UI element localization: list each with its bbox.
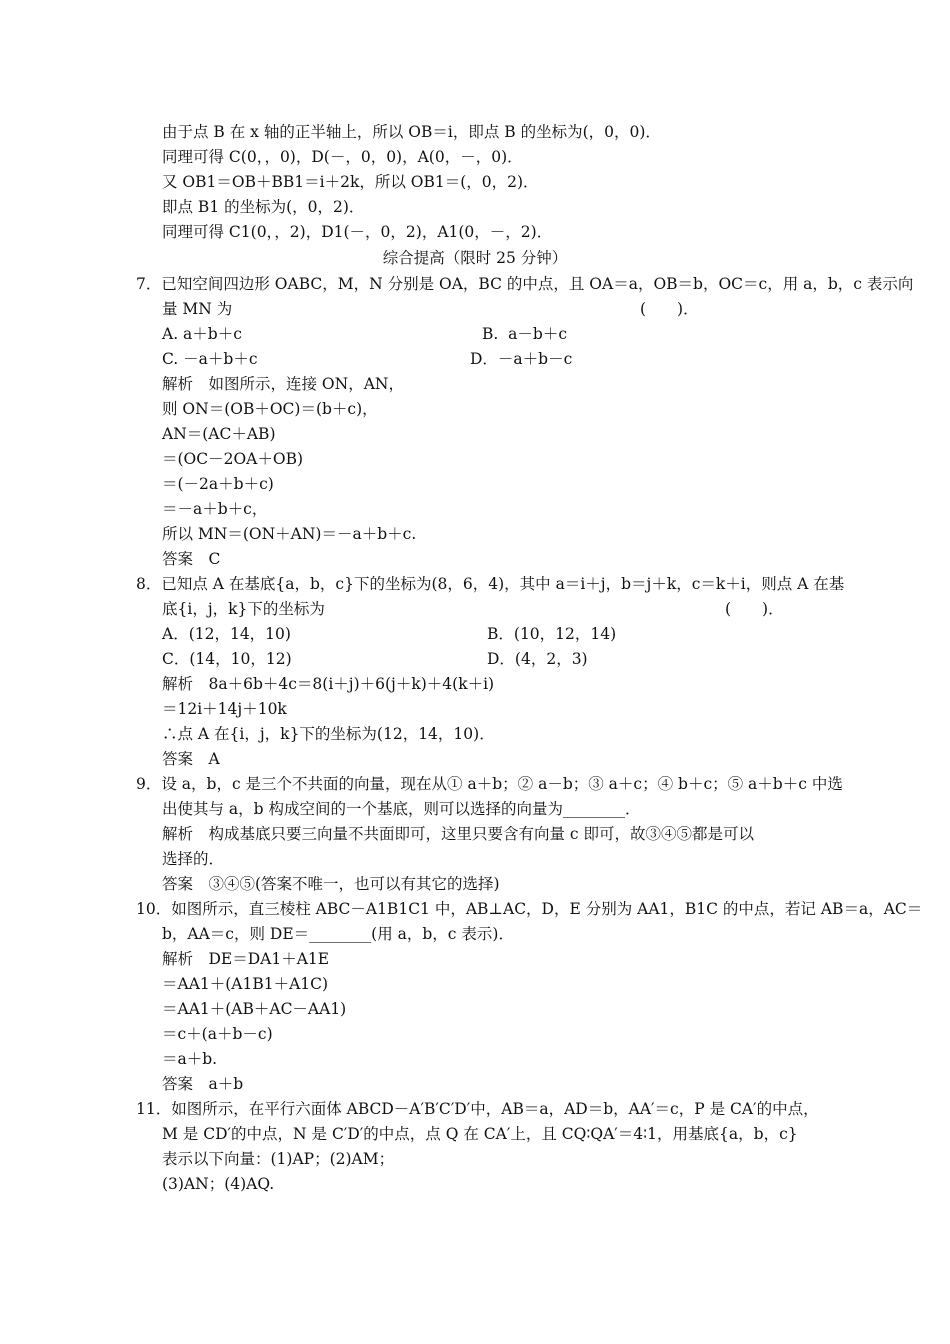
q10-answer: 答案 a＋b xyxy=(162,1075,244,1093)
q8-analysis-2: ＝12i＋14j＋10k xyxy=(162,700,287,718)
q10-stem-line2: b，AA＝c，则 DE＝________(用 a，b，c 表示)． xyxy=(162,925,514,943)
q8-answer-bracket: ( )． xyxy=(725,600,784,618)
q10-analysis-5: ＝a＋b. xyxy=(162,1050,218,1068)
q7-analysis-5: ＝(－2a＋b＋c) xyxy=(162,475,274,493)
q10-analysis-3: ＝AA1＋(AB＋AC－AA1) xyxy=(162,1000,347,1018)
q7-option-b: B. a－b＋c xyxy=(482,325,568,343)
q8-answer: 答案 A xyxy=(162,750,220,768)
q8-stem-line1: 8．已知点 A 在基底{a，b，c}下的坐标为(8，6，4)，其中 a＝i＋j，b＝j＋k，c＝k＋i，则点 A 在基 xyxy=(136,575,845,593)
line-ob1-sum: 又 OB1＝OB＋BB1＝i＋2k，所以 OB1＝(，0，2)． xyxy=(162,173,539,191)
q7-option-d: D．－a＋b－c xyxy=(470,350,573,368)
q11-stem-line2: M 是 CD′的中点，N 是 C′D′的中点，点 Q 在 CA′上，且 CQ∶QA′＝4∶1，用基底{a，b，c} xyxy=(162,1125,798,1143)
q7-analysis-6: ＝－a＋b＋c， xyxy=(162,500,268,518)
q10-analysis-1: 解析 DE＝DA1＋A1E xyxy=(162,950,330,968)
q7-answer-bracket: ( )． xyxy=(640,300,699,318)
q10-stem-line1: 10．如图所示，直三棱柱 ABC－A1B1C1 中，AB⊥AC，D，E 分别为 AA1，B1C 的中点，若记 AB＝a，AC＝ xyxy=(136,900,923,918)
q11-stem-line4: (3)AN；(4)AQ. xyxy=(162,1175,275,1193)
q7-analysis-7: 所以 MN＝(ON＋AN)＝－a＋b＋c. xyxy=(162,525,417,543)
q7-stem-line2: 量 MN 为 xyxy=(162,300,233,318)
q7-answer: 答案 C xyxy=(162,550,221,568)
q11-stem-line1: 11．如图所示，在平行六面体 ABCD－A′B′C′D′中，AB＝a，AD＝b，AA′＝c，P 是 CA′的中点， xyxy=(136,1100,819,1118)
q9-stem-line2: 出使其与 a，b 构成空间的一个基底，则可以选择的向量为________． xyxy=(162,800,641,818)
q7-stem-line1: 7．已知空间四边形 OABC，M，N 分别是 OA，BC 的中点，且 OA＝a，OB＝b，OC＝c，用 a，b，c 表示向 xyxy=(136,275,914,293)
q9-answer: 答案 ③④⑤(答案不唯一，也可以有其它的选择) xyxy=(162,875,500,893)
q7-analysis-2: 则 ON＝(OB＋OC)＝(b＋c)， xyxy=(162,400,378,418)
q9-analysis-2: 选择的． xyxy=(162,850,225,868)
q10-analysis-4: ＝c＋(a＋b－c) xyxy=(162,1025,273,1043)
q10-analysis-2: ＝AA1＋(A1B1＋A1C) xyxy=(162,975,329,993)
q11-stem-line3: 表示以下向量：(1)AP；(2)AM； xyxy=(162,1150,395,1168)
q8-option-b: B．(10，12，14) xyxy=(487,625,617,643)
line-b1-coord: 即点 B1 的坐标为(，0，2)． xyxy=(162,198,365,216)
q7-option-a: A. a＋b＋c xyxy=(162,325,242,343)
q7-option-c: C. －a＋b＋c xyxy=(162,350,258,368)
q7-analysis-4: ＝(OC－2OA＋OB) xyxy=(162,450,304,468)
q8-analysis-1: 解析 8a＋6b＋4c＝8(i＋j)＋6(j＋k)＋4(k＋i) xyxy=(162,675,495,693)
line-c-d-a-coords: 同理可得 C(0，，0)，D(－，0，0)，A(0，－，0)． xyxy=(162,148,523,166)
q8-stem-line2: 底{i，j，k}下的坐标为 xyxy=(162,600,325,618)
q8-option-d: D．(4，2，3) xyxy=(487,650,588,668)
section-heading: 综合提高（限时 25 分钟） xyxy=(382,249,568,267)
q9-stem-line1: 9．设 a，b，c 是三个不共面的向量，现在从① a＋b；② a－b；③ a＋c；④ b＋c；⑤ a＋b＋c 中选 xyxy=(136,775,843,793)
q9-analysis-1: 解析 构成基底只要三向量不共面即可，这里只要含有向量 c 即可，故③④⑤都是可以 xyxy=(162,825,755,843)
q8-option-a: A．(12，14，10) xyxy=(162,625,291,643)
q8-analysis-3: ∴点 A 在{i，j，k}下的坐标为(12，14，10)． xyxy=(162,725,495,743)
q8-option-c: C．(14，10，12) xyxy=(162,650,292,668)
q7-analysis-1: 解析 如图所示，连接 ON，AN， xyxy=(162,375,404,393)
line-c1-d1-a1-coords: 同理可得 C1(0，，2)，D1(－，0，2)，A1(0，－，2)． xyxy=(162,223,553,241)
line-b-coord-reason: 由于点 B 在 x 轴的正半轴上，所以 OB＝i，即点 B 的坐标为(，0，0)． xyxy=(162,123,661,141)
q7-analysis-3: AN＝(AC＋AB) xyxy=(162,425,276,443)
